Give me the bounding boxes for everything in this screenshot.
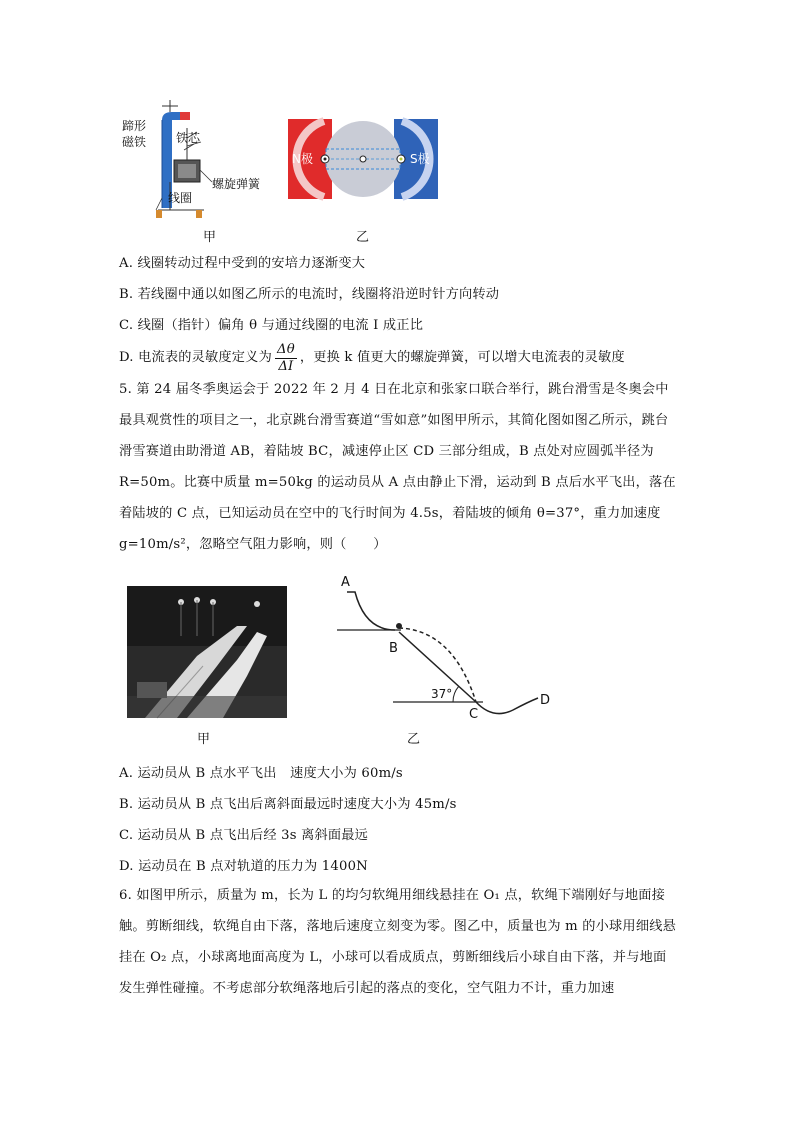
point-d-label: D [540,693,551,708]
q5-stem: 5. 第 24 届冬季奥运会于 2022 年 2 月 4 日在北京和张家口联合举行，跳台滑雪是冬奥会中最具观赏性的项目之一，北京跳台滑雪赛道“雪如意”如图甲所示，其简化图如图乙所示，跳台滑雪赛道由助滑道 AB，着陆坡 BC，减速停止区 CD 三部分组成，B 点处对应圆弧半径为 R=50m。比赛中质量 m=50kg 的运动员从 A 点由静止下滑，运动到 B 点后水平飞出，落在着陆坡的 C 点，已知运动员在空中的飞行时间为 4.5s，着陆坡的倾角 θ=37°，重力加速度 g=10m/s²，忽略空气阻力影响，则（ ） [119,382,676,552]
fraction-numerator: Δθ [276,341,295,357]
label-s-pole: S极 [410,152,430,166]
q4-option-b: B. 若线圈中通以如图乙所示的电流时，线圈将沿逆时针方向转动 [119,287,500,302]
q4-option-c: C. 线圈（指针）偏角 θ 与通过线圈的电流 I 成正比 [119,318,424,333]
figure-jia-galvanometer [122,98,280,243]
q5-figure-jia-photo [127,586,287,718]
figure-yi-caption: 乙 [356,230,370,245]
q4-option-d-prefix: D. 电流表的灵敏度定义为 [119,350,272,365]
label-iron-core: 铁芯 [176,131,201,145]
q5-option-c: C. 运动员从 B 点飞出后经 3s 离斜面最远 [119,828,369,843]
sensitivity-fraction [275,342,297,375]
figure-jia-caption: 甲 [203,230,217,245]
angle-label: 37° [431,687,453,701]
q4-option-d-suffix: ，更换 k 值更大的螺旋弹簧，可以增大电流表的灵敏度 [299,350,625,365]
point-c-label: C [469,707,479,722]
label-hoof-magnet-2: 磁铁 [122,135,147,149]
q5-option-b: B. 运动员从 B 点飞出后离斜面最远时速度大小为 45m/s [119,797,457,812]
q5-option-d: D. 运动员在 B 点对轨道的压力为 1400N [119,859,368,874]
figure-yi-field [288,119,438,199]
q5-figure-jia-caption: 甲 [197,732,211,747]
label-hoof-magnet-1: 蹄形 [122,119,147,133]
fraction-denominator: ΔI [278,358,294,374]
label-spring: 螺旋弹簧 [212,177,261,191]
point-a-label: A [341,575,350,590]
q5-figure-yi-caption: 乙 [407,732,421,747]
label-n-pole: N极 [292,152,313,166]
q5-figure-yi-track [333,570,563,720]
q5-option-a: A. 运动员从 B 点水平飞出 速度大小为 60m/s [119,766,403,781]
q4-option-d [119,340,625,376]
q4-option-a: A. 线圈转动过程中受到的安培力逐渐变大 [119,256,366,271]
label-coil: 线圈 [168,191,193,205]
point-b-label: B [389,641,398,656]
q6-stem: 6. 如图甲所示，质量为 m，长为 L 的均匀软绳用细线悬挂在 O₁ 点，软绳下端刚好与地面接触。剪断细线，软绳自由下落，落地后速度立刻变为零。图乙中，质量也为 m 的小球用细线悬挂在 O₂ 点，小球离地面高度为 L，小球可以看成质点，剪断细线后小球自由下落，并与地面发生弹性碰撞。不考虑部分软绳落地后引起的落点的变化，空气阻力不计，重力加速 [119,888,676,996]
